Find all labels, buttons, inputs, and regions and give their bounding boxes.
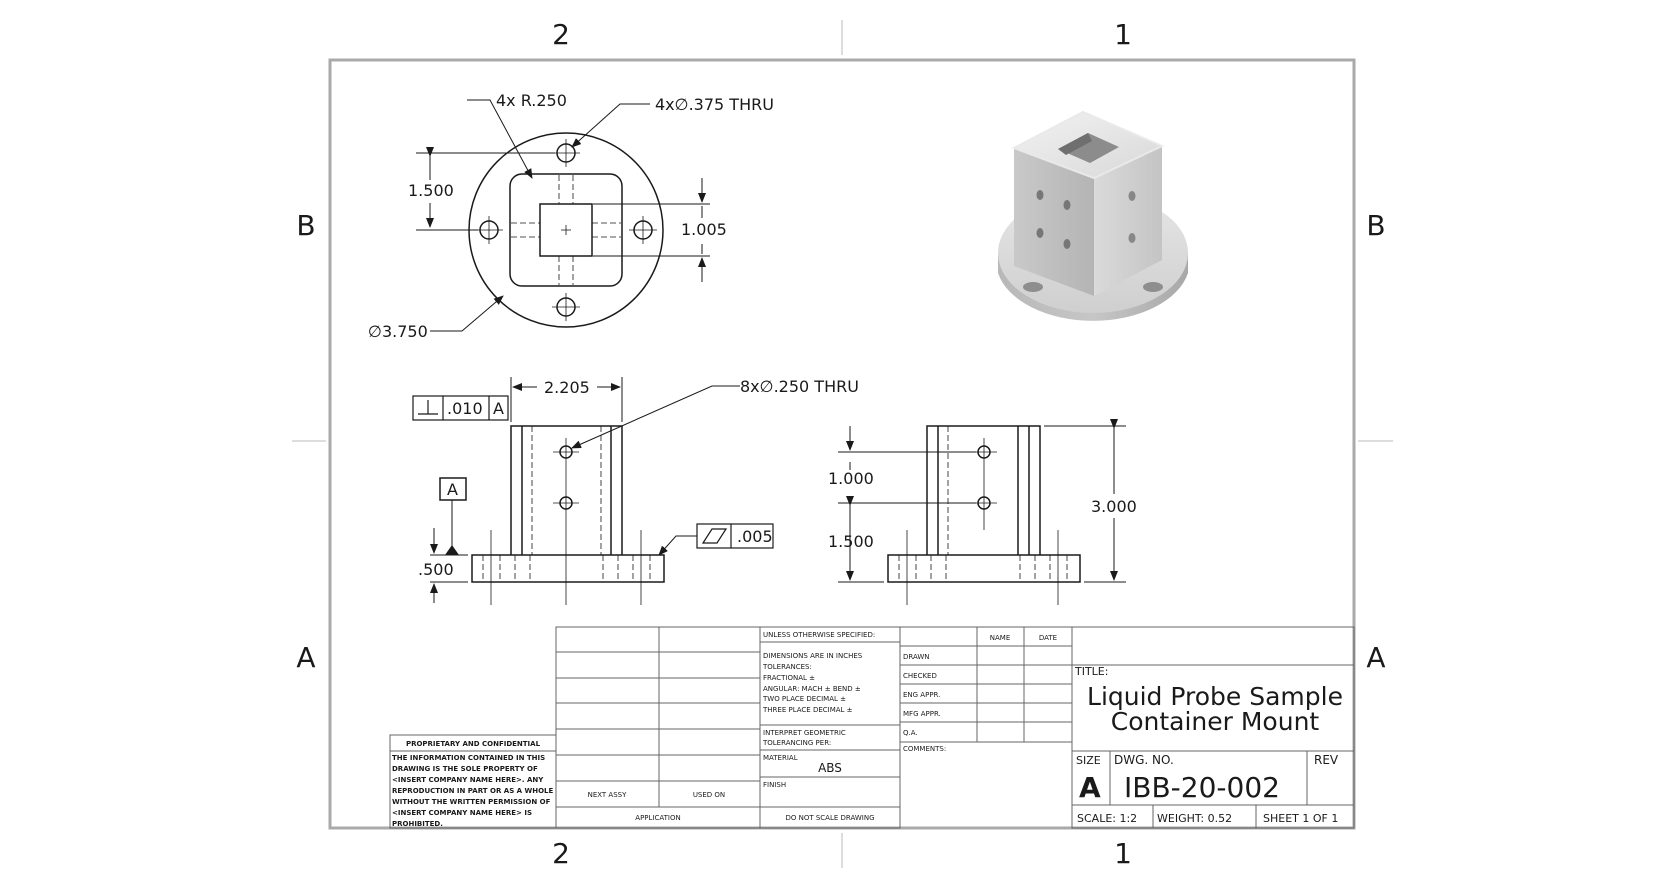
drawing-title-line2: Container Mount — [1110, 707, 1320, 736]
flatness-value: .005 — [737, 527, 773, 546]
dim-diameter-3750: ∅3.750 — [368, 322, 428, 341]
proprietary-line: THE INFORMATION CONTAINED IN THIS — [392, 754, 546, 762]
name-header: NAME — [989, 634, 1011, 642]
rev-label: REV — [1314, 753, 1339, 767]
dim-square-1005: 1.005 — [681, 220, 727, 239]
perpendicularity-datum: A — [493, 399, 504, 418]
isometric-view — [998, 112, 1188, 321]
approval-mfg: MFG APPR. — [903, 710, 941, 718]
tolerance-line: DIMENSIONS ARE IN INCHES — [763, 652, 863, 660]
proprietary-line: <INSERT COMPANY NAME HERE>. ANY — [392, 776, 544, 784]
weight-value: WEIGHT: 0.52 — [1157, 812, 1233, 825]
perpendicularity-value: .010 — [447, 399, 483, 418]
sheet-value: SHEET 1 OF 1 — [1263, 812, 1339, 825]
proprietary-notice — [392, 754, 554, 828]
zone-left-b: B — [296, 209, 316, 242]
proprietary-line: REPRODUCTION IN PART OR AS A WHOLE — [392, 787, 554, 795]
proprietary-line: WITHOUT THE WRITTEN PERMISSION OF — [392, 798, 551, 806]
zone-bottom-1: 1 — [1114, 837, 1132, 870]
tolerance-notes — [762, 652, 863, 714]
scale-value: SCALE: 1:2 — [1077, 812, 1138, 825]
dim-height-3000: 3.000 — [1091, 497, 1137, 516]
dim-hole-height-1500: 1.500 — [828, 532, 874, 551]
zone-left-a: A — [296, 641, 316, 674]
material-value: ABS — [818, 761, 842, 775]
tolerance-line: ANGULAR: MACH ± BEND ± — [763, 685, 861, 693]
proprietary-line: <INSERT COMPANY NAME HERE> IS — [392, 809, 532, 817]
top-view — [416, 100, 710, 331]
dim-flange-500: .500 — [418, 560, 454, 579]
side-view — [838, 426, 1126, 605]
interpret-line: INTERPRET GEOMETRIC — [763, 729, 846, 737]
size-label: SIZE — [1076, 754, 1101, 767]
mount-hole-note: 4x∅.375 THRU — [655, 95, 774, 114]
finish-label: FINISH — [763, 781, 787, 789]
unless-specified-label: UNLESS OTHERWISE SPECIFIED: — [763, 631, 876, 639]
title-label: TITLE: — [1075, 665, 1109, 678]
size-value: A — [1079, 771, 1101, 804]
side-hole-note: 8x∅.250 THRU — [740, 377, 859, 396]
zone-right-a: A — [1366, 641, 1386, 674]
material-label: MATERIAL — [763, 754, 798, 762]
dwg-no-value: IBB-20-002 — [1124, 771, 1280, 804]
approval-qa: Q.A. — [903, 729, 918, 737]
fillet-radius-note: 4x R.250 — [496, 91, 567, 110]
dim-top-1500: 1.500 — [408, 181, 454, 200]
proprietary-line: DRAWING IS THE SOLE PROPERTY OF — [392, 765, 538, 773]
tolerance-line: THREE PLACE DECIMAL ± — [763, 706, 853, 714]
proprietary-heading: PROPRIETARY AND CONFIDENTIAL — [405, 740, 541, 748]
dim-width-2205: 2.205 — [544, 378, 590, 397]
drawing-title-line1: Liquid Probe Sample — [1087, 682, 1343, 711]
approval-checked: CHECKED — [903, 672, 937, 680]
zone-bottom-2: 2 — [552, 837, 570, 870]
date-header: DATE — [1038, 634, 1058, 642]
tolerance-line: TOLERANCES: — [763, 663, 812, 671]
zone-top-2: 2 — [552, 18, 570, 51]
application-label: APPLICATION — [635, 814, 681, 822]
approval-rows — [903, 653, 941, 737]
dim-hole-spacing-1000: 1.000 — [828, 469, 874, 488]
approval-eng: ENG APPR. — [903, 691, 941, 699]
zone-right-b: B — [1366, 209, 1386, 242]
used-on-label: USED ON — [692, 791, 726, 799]
datum-a-label: A — [447, 480, 458, 499]
tolerance-line: TWO PLACE DECIMAL ± — [763, 695, 846, 703]
zone-top-1: 1 — [1114, 18, 1132, 51]
approval-drawn: DRAWN — [903, 653, 930, 661]
interpret-line: TOLERANCING PER: — [763, 739, 832, 747]
tolerance-line: FRACTIONAL ± — [763, 674, 816, 682]
comments-label: COMMENTS: — [903, 745, 947, 753]
do-not-scale-label: DO NOT SCALE DRAWING — [785, 814, 875, 822]
proprietary-line: PROHIBITED. — [392, 820, 443, 828]
next-assy-label: NEXT ASSY — [587, 791, 627, 799]
dwg-no-label: DWG. NO. — [1114, 753, 1174, 767]
